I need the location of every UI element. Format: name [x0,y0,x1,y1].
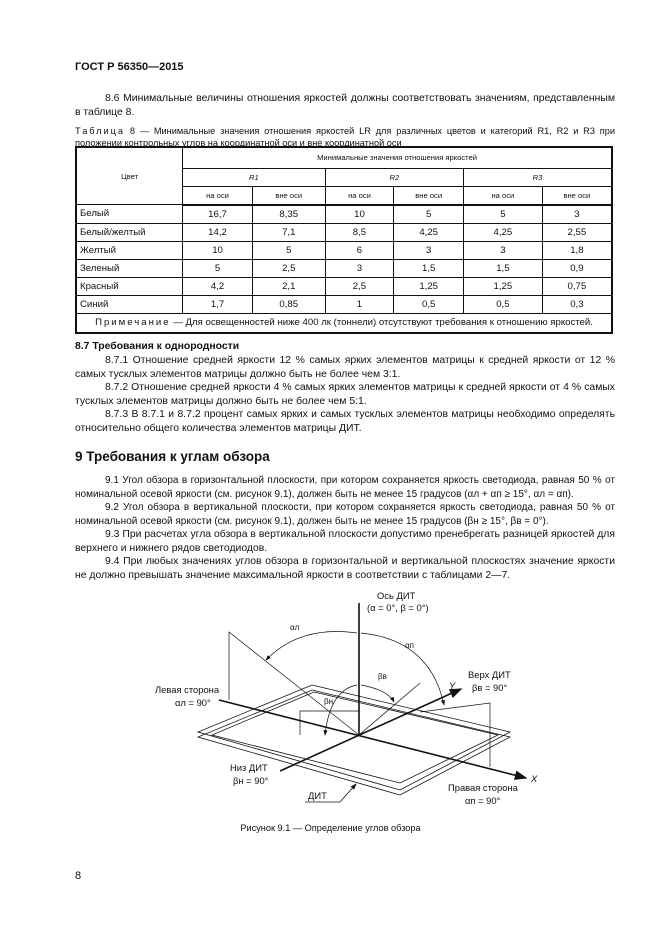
value-cell: 1,25 [394,277,464,295]
table-caption-label: Таблица [75,126,126,136]
value-cell: 0,9 [542,259,612,277]
paragraph-9-3: 9.3 При расчетах угла обзора в вертикальной плоскости допустимо пренебрегать разницей яркостей для верхнего и нижнего рядов светодиодов. [75,529,615,554]
value-cell: 1,5 [464,259,543,277]
y-axis [280,689,461,771]
value-cell: 5 [252,241,325,259]
value-cell: 5 [464,205,543,224]
header-color: Цвет [76,147,183,205]
figure-caption: Рисунок 9.1 — Определение углов обзора [240,823,421,833]
header-on-axis: на оси [183,186,253,205]
value-cell: 2,5 [252,259,325,277]
value-cell: 1,25 [464,277,543,295]
header-off-axis: вне оси [252,186,325,205]
value-cell: 14,2 [183,223,253,241]
header-r3: R3 [464,168,612,186]
label-right-side: Правая сторона [448,782,518,793]
value-cell: 8,5 [325,223,394,241]
color-name-cell: Синий [76,295,183,313]
label-axis-angles: (α = 0°, β = 0°) [367,602,429,613]
value-cell: 1 [325,295,394,313]
value-cell: 10 [325,205,394,224]
value-cell: 0,5 [464,295,543,313]
label-alpha-p: αп [405,641,414,650]
section-8-7-heading: 8.7 Требования к однородности [75,341,240,352]
value-cell: 0,3 [542,295,612,313]
paragraph-9-1: 9.1 Угол обзора в горизонтальной плоскости, при котором сохраняется яркость светодиода, равная 50 % от номинальной осевой яркости (см. рисунок 9.1), должен быть не менее 15 градусов (αл + αп ≥ 15°, αл = αп). [75,475,615,500]
header-r1: R1 [183,168,325,186]
paragraph-8-7-2: 8.7.2 Отношение средней яркости 4 % самых ярких элементов матрицы к средней яркости от 4 % самых тусклых элементов матрицы должно быть не более чем 5:1. [75,382,615,407]
document-header: ГОСТ Р 56350—2015 [75,61,184,73]
section-9-heading: 9 Требования к углам обзора [75,449,270,464]
value-cell: 4,25 [394,223,464,241]
value-cell: 1,5 [394,259,464,277]
value-cell: 5 [183,259,253,277]
label-left-side: Левая сторона [155,684,220,695]
header-r2: R2 [325,168,463,186]
label-top-angle: βв = 90° [472,682,508,693]
value-cell: 0,5 [394,295,464,313]
value-cell: 4,2 [183,277,253,295]
value-cell: 0,75 [542,277,612,295]
value-cell: 10 [183,241,253,259]
color-name-cell: Белый/желтый [76,223,183,241]
value-cell: 2,55 [542,223,612,241]
value-cell: 3 [542,205,612,224]
note-label: Примечание [95,317,171,328]
label-y-axis: Y [449,680,456,691]
label-display-axis: Ось ДИТ [377,590,416,601]
value-cell: 3 [464,241,543,259]
label-x-axis: X [531,773,538,784]
label-bottom: Низ ДИТ [230,762,268,773]
paragraph-9-4: 9.4 При любых значениях углов обзора в горизонтальной и вертикальной плоскостях значение яркости не должно превышать значение максимальной яркости в соответствии с таблицами 2—7. [75,556,615,581]
color-name-cell: Желтый [76,241,183,259]
value-cell: 3 [325,259,394,277]
note-text: — Для освещенностей ниже 400 лк (тоннели) отсутствуют требования к отношению яркостей. [170,317,593,328]
color-name-cell: Зеленый [76,259,183,277]
paragraph-9-2: 9.2 Угол обзора в вертикальной плоскости, при котором сохраняется яркость светодиода, равная 50 % от номинальной осевой яркости (см. рисунок 9.1), должен быть не менее 15 градусов (βн ≥ 15°, βв = 0°). [75,502,615,527]
label-bottom-angle: βн = 90° [233,775,269,786]
value-cell: 4,25 [464,223,543,241]
page-number: 8 [75,870,82,882]
value-cell: 6 [325,241,394,259]
paragraph-8-7-3: 8.7.3 В 8.7.1 и 8.7.2 процент самых ярких и самых тусклых элементов матрицы необходимо определять относительно общего количества элементов матрицы ДИТ. [75,409,615,434]
label-top: Верх ДИТ [468,669,511,680]
label-beta-n: βн [324,697,334,706]
value-cell: 8,35 [252,205,325,224]
label-left-angle: αл = 90° [175,697,211,708]
value-cell: 16,7 [183,205,253,224]
value-cell: 1,7 [183,295,253,313]
header-on-axis: на оси [325,186,394,205]
label-panel: ДИТ [308,790,327,801]
label-beta-v: βв [378,672,387,681]
value-cell: 5 [394,205,464,224]
value-cell: 3 [394,241,464,259]
header-off-axis: вне оси [394,186,464,205]
table-caption-text: 8 — Минимальные значения отношения яркостей LR для различных цветов и категорий R1, R2 и R3 при положении контрольных углов на координатной оси и вне координатной оси [75,126,615,148]
paragraph-8-7-1: 8.7.1 Отношение средней яркости 12 % самых ярких элементов матрицы к средней яркости от 12 % самых тусклых элементов матрицы должно быть не более чем 3:1. [75,355,615,380]
value-cell: 0,85 [252,295,325,313]
header-off-axis: вне оси [542,186,612,205]
color-name-cell: Белый [76,205,183,224]
header-group: Минимальные значения отношения яркостей [183,147,612,168]
paragraph-8-6: 8.6 Минимальные величины отношения яркостей должны соответствовать значениям, представленным в таблице 8. [75,93,615,118]
label-right-angle: αп = 90° [465,795,501,806]
label-alpha-l: αл [290,623,300,632]
value-cell: 7,1 [252,223,325,241]
value-cell: 2,1 [252,277,325,295]
header-on-axis: на оси [464,186,543,205]
value-cell: 1,8 [542,241,612,259]
value-cell: 2,5 [325,277,394,295]
color-name-cell: Красный [76,277,183,295]
